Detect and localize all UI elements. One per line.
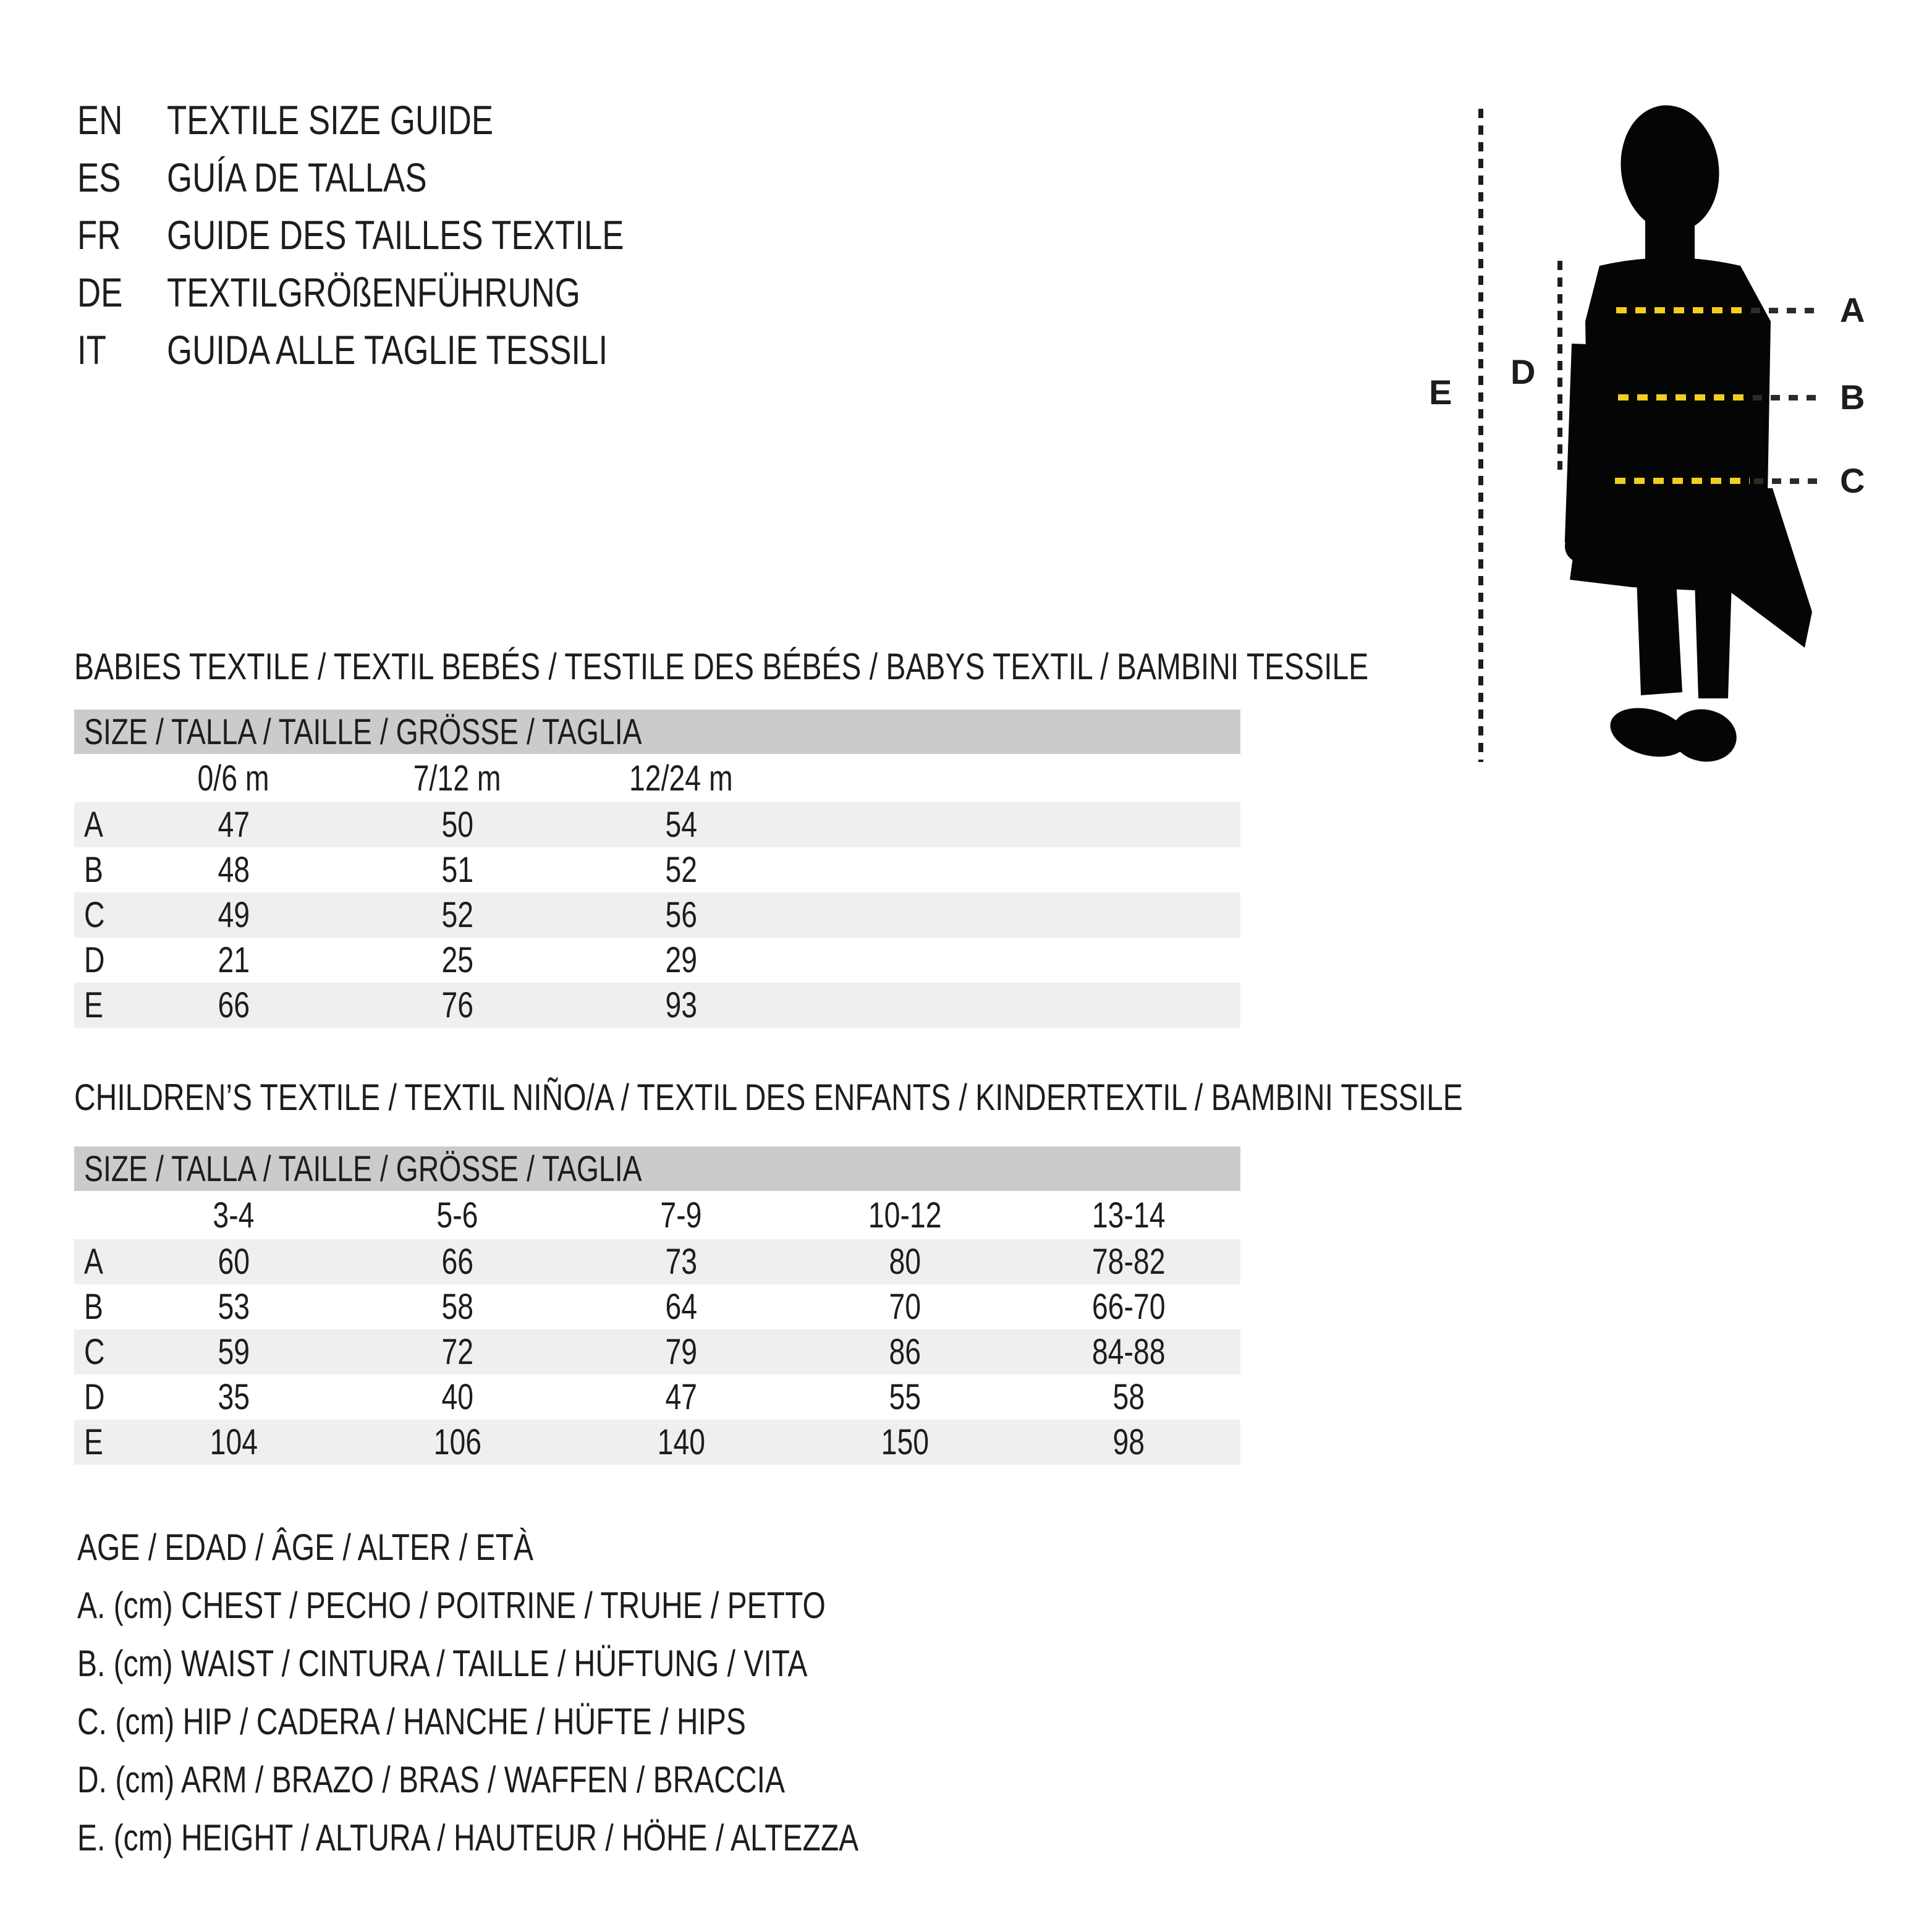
table-row: [74, 983, 1240, 1028]
cell-value: 80: [889, 1242, 921, 1282]
legend-line-waist: B. (cm) WAIST / CINTURA / TAILLE / HÜFTUNG / VITA: [77, 1643, 808, 1684]
table-row: [74, 847, 1240, 892]
children-col-header: 10-12: [868, 1195, 942, 1235]
hip-dash-yellow: [1615, 478, 1750, 484]
babies-size-header-bar: SIZE / TALLA / TAILLE / GRÖSSE / TAGLIA: [74, 710, 1240, 754]
table-row: [74, 802, 1240, 847]
legend-line-chest: A. (cm) CHEST / PECHO / POITRINE / TRUHE / PETTO: [77, 1585, 826, 1626]
cell-value: 79: [665, 1332, 697, 1372]
chest-dash-dark: [1751, 308, 1821, 313]
cell-value: 58: [441, 1287, 473, 1327]
row-label: C: [84, 1332, 105, 1372]
babies-size-table: [74, 710, 1240, 1028]
cell-value: 150: [881, 1422, 929, 1462]
row-label: B: [84, 1287, 103, 1327]
cell-value: 86: [889, 1332, 921, 1372]
legend-line-arm: D. (cm) ARM / BRAZO / BRAS / WAFFEN / BRACCIA: [77, 1759, 785, 1800]
cell-value: 70: [889, 1287, 921, 1327]
cell-value: 51: [441, 850, 473, 890]
language-code: FR: [77, 212, 121, 258]
language-code: IT: [77, 327, 106, 373]
children-size-table: [74, 1146, 1240, 1465]
cell-value: 78-82: [1091, 1242, 1166, 1282]
cell-value: 29: [665, 940, 697, 980]
waist-dash-dark: [1753, 395, 1821, 400]
table-row: [74, 892, 1240, 938]
table-row: [74, 1329, 1240, 1375]
cell-value: 48: [218, 850, 250, 890]
cell-value: 52: [441, 895, 473, 935]
measure-label-a: A: [1840, 290, 1865, 329]
cell-value: 72: [441, 1332, 473, 1372]
babies-col-header: 12/24 m: [629, 758, 733, 799]
table-row: [74, 1420, 1240, 1465]
cell-value: 76: [441, 985, 473, 1025]
measurement-legend: [77, 1528, 1054, 1877]
guide-title: GUIDA ALLE TAGLIE TESSILI: [167, 327, 608, 373]
table-row: [74, 1284, 1240, 1329]
guide-title: GUIDE DES TAILLES TEXTILE: [167, 212, 624, 258]
cell-value: 52: [665, 850, 697, 890]
cell-value: 140: [657, 1422, 705, 1462]
cell-value: 35: [218, 1377, 250, 1417]
language-row-it: [77, 327, 738, 373]
measure-label-d: D: [1510, 352, 1536, 391]
waist-dash-yellow: [1618, 394, 1749, 400]
children-section-title: CHILDREN’S TEXTILE / TEXTIL NIÑO/A / TEXTIL DES ENFANTS / KINDERTEXTIL / BAMBINI TESSILE: [74, 1077, 1463, 1118]
table-row: [74, 1375, 1240, 1420]
cell-value: 66: [441, 1242, 473, 1282]
row-label: D: [84, 940, 105, 980]
language-row-es: [77, 155, 738, 200]
cell-value: 40: [441, 1377, 473, 1417]
arm-measure-line-d: [1557, 261, 1562, 470]
children-col-header: 5-6: [436, 1195, 478, 1235]
row-label: D: [84, 1377, 105, 1417]
cell-value: 55: [889, 1377, 921, 1417]
row-label: E: [84, 1422, 103, 1462]
children-col-header: 7-9: [660, 1195, 702, 1235]
cell-value: 50: [441, 805, 473, 845]
children-size-header-bar: SIZE / TALLA / TAILLE / GRÖSSE / TAGLIA: [74, 1146, 1240, 1191]
cell-value: 73: [665, 1242, 697, 1282]
legend-line-age: AGE / EDAD / ÂGE / ALTER / ETÀ: [77, 1527, 533, 1568]
language-code: EN: [77, 97, 123, 143]
language-row-de: [77, 269, 738, 315]
table-row: [74, 938, 1240, 983]
legend-line-hip: C. (cm) HIP / CADERA / HANCHE / HÜFTE / HIPS: [77, 1701, 746, 1742]
cell-value: 66: [218, 985, 250, 1025]
cell-value: 60: [218, 1242, 250, 1282]
cell-value: 54: [665, 805, 697, 845]
cell-value: 58: [1112, 1377, 1145, 1417]
cell-value: 98: [1112, 1422, 1145, 1462]
cell-value: 59: [218, 1332, 250, 1372]
table-row: [74, 1239, 1240, 1284]
babies-column-header-row: [74, 754, 1240, 802]
chest-dash-yellow: [1616, 307, 1747, 313]
language-title-block: [77, 97, 738, 388]
children-column-header-row: [74, 1191, 1240, 1239]
cell-value: 53: [218, 1287, 250, 1327]
measure-label-b: B: [1840, 378, 1865, 417]
cell-value: 47: [218, 805, 250, 845]
cell-value: 49: [218, 895, 250, 935]
cell-value: 104: [210, 1422, 258, 1462]
row-label: A: [84, 805, 103, 845]
language-row-en: [77, 97, 738, 143]
language-code: DE: [77, 269, 123, 315]
children-col-header: 13-14: [1091, 1195, 1166, 1235]
language-row-fr: [77, 212, 738, 258]
cell-value: 66-70: [1091, 1287, 1166, 1327]
cell-value: 84-88: [1091, 1332, 1166, 1372]
guide-title: TEXTILE SIZE GUIDE: [167, 97, 494, 143]
babies-col-header: 7/12 m: [413, 758, 501, 799]
row-label: A: [84, 1242, 103, 1282]
cell-value: 47: [665, 1377, 697, 1417]
babies-col-header: 0/6 m: [197, 758, 270, 799]
cell-value: 106: [433, 1422, 481, 1462]
cell-value: 25: [441, 940, 473, 980]
row-label: E: [84, 985, 103, 1025]
children-col-header: 3-4: [213, 1195, 255, 1235]
guide-title: GUÍA DE TALLAS: [167, 155, 427, 200]
row-label: B: [84, 850, 103, 890]
cell-value: 56: [665, 895, 697, 935]
cell-value: 21: [218, 940, 250, 980]
guide-title: TEXTILGRÖßENFÜHRUNG: [167, 269, 580, 315]
row-label: C: [84, 895, 105, 935]
measure-label-c: C: [1840, 461, 1865, 500]
hip-dash-dark: [1754, 478, 1821, 484]
measure-label-e: E: [1429, 373, 1452, 412]
language-code: ES: [77, 155, 121, 200]
cell-value: 93: [665, 985, 697, 1025]
babies-section-title: BABIES TEXTILE / TEXTIL BEBÉS / TESTILE DES BÉBÉS / BABYS TEXTIL / BAMBINI TESSILE: [74, 646, 1369, 687]
legend-line-height: E. (cm) HEIGHT / ALTURA / HAUTEUR / HÖHE / ALTEZZA: [77, 1817, 859, 1858]
cell-value: 64: [665, 1287, 697, 1327]
